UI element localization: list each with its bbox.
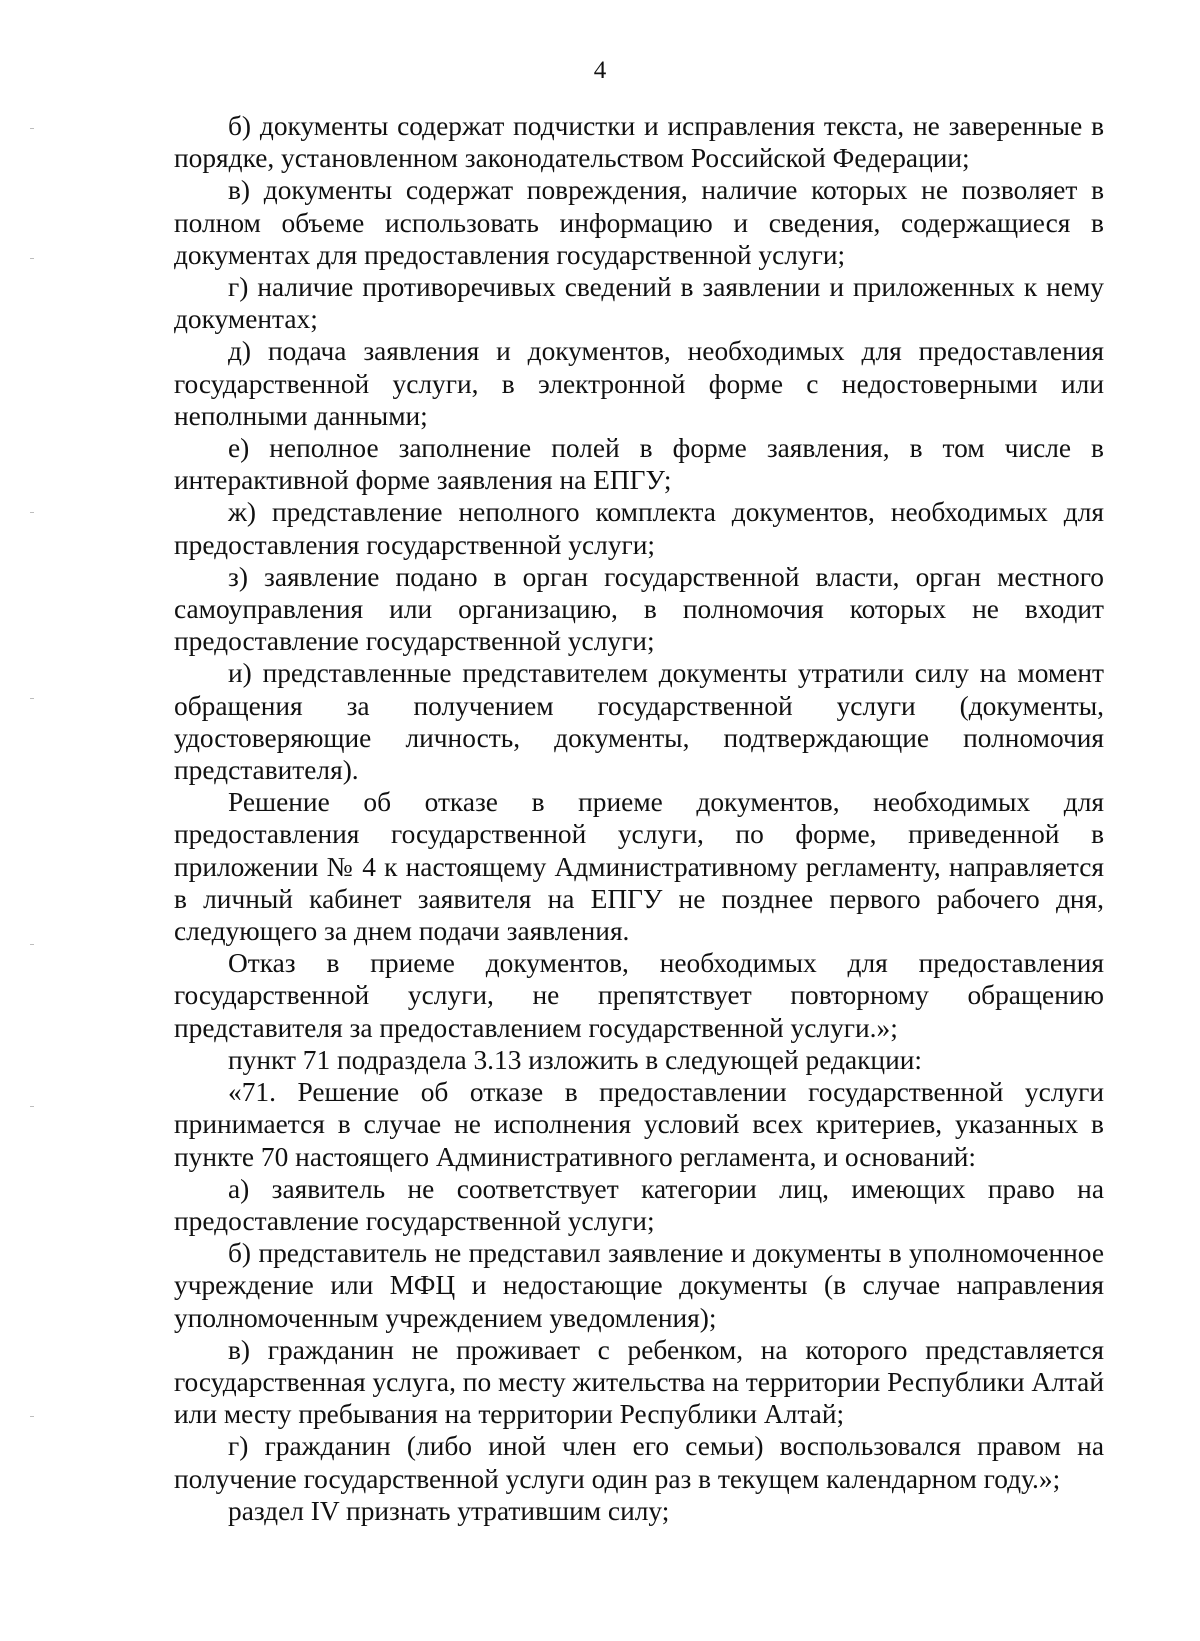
scan-margin-marks — [30, 0, 36, 1641]
paragraph-b-not-submitted: б) представитель не представил заявление и документы в уполномоченное учреждение или МФЦ и недостающие документы (в случае направления уполномоченным учреждением уведомления); — [174, 1238, 1104, 1333]
paragraph-refusal-decision: Решение об отказе в приеме документов, необходимых для предоставления государственной услуги, по форме, приведенной в приложении № 4 к настоящему Административному регламенту, направляется в личный кабинет заявителя на ЕПГУ не позднее первого рабочего дня, следующего за днем подачи заявления. — [174, 787, 1104, 947]
document-body — [174, 110, 1104, 1527]
paragraph-i-expired-documents: и) представленные представителем документы утратили силу на момент обращения за получением государственной услуги (документы, удостоверяющие личность, документы, подтверждающие полномочия представителя). — [174, 658, 1104, 786]
paragraph-g-contradictions: г) наличие противоречивых сведений в заявлении и приложенных к нему документах; — [174, 272, 1104, 335]
paragraph-e-incomplete-fields: е) неполное заполнение полей в форме заявления, в том числе в интерактивной форме заявления на ЕПГУ; — [174, 433, 1104, 496]
page-number: 4 — [593, 57, 607, 84]
paragraph-a-category: а) заявитель не соответствует категории лиц, имеющих право на предоставление государственной услуги; — [174, 1173, 1104, 1236]
paragraph-section-iv: раздел IV признать утратившим силу; — [228, 1495, 670, 1526]
paragraph-zh-incomplete-set: ж) представление неполного комплекта документов, необходимых для предоставления государственной услуги; — [174, 497, 1104, 560]
paragraph-v-residence: в) гражданин не проживает с ребенком, на которого представляется государственная услуга, по месту жительства на территории Республики Алтай или месту пребывания на территории Республики Алтай; — [174, 1334, 1104, 1430]
paragraph-v-damage: в) документы содержат повреждения, наличие которых не позволяет в полном объеме использовать информацию и сведения, содержащиеся в документах для предоставления государственной услуги; — [174, 175, 1104, 270]
paragraph-refusal-no-obstacle: Отказ в приеме документов, необходимых для предоставления государственной услуги, не препятствует повторному обращению представителя за предоставлением государственной услуги.»; — [174, 948, 1104, 1043]
paragraph-z-wrong-authority: з) заявление подано в орган государственной власти, орган местного самоуправления или организацию, в полномочия которых не входит предоставление государственной услуги; — [174, 561, 1104, 657]
paragraph-g-used-right: г) гражданин (либо иной член его семьи) воспользовался правом на получение государственной услуги один раз в текущем календарном году.»; — [174, 1431, 1104, 1494]
paragraph-b-corrections: б) документы содержат подчистки и исправления текста, не заверенные в порядке, установленном законодательством Российской Федерации; — [174, 111, 1104, 174]
paragraph-item-71-intro: пункт 71 подраздела 3.13 изложить в следующей редакции: — [228, 1044, 923, 1075]
paragraph-item-71: «71. Решение об отказе в предоставлении государственной услуги принимается в случае не исполнения условий всех критериев, указанных в пункте 70 настоящего Административного регламента, и оснований: — [174, 1077, 1104, 1172]
paragraph-d-electronic-form: д) подача заявления и документов, необходимых для предоставления государственной услуги, в электронной форме с недостоверными или неполными данными; — [174, 336, 1104, 431]
